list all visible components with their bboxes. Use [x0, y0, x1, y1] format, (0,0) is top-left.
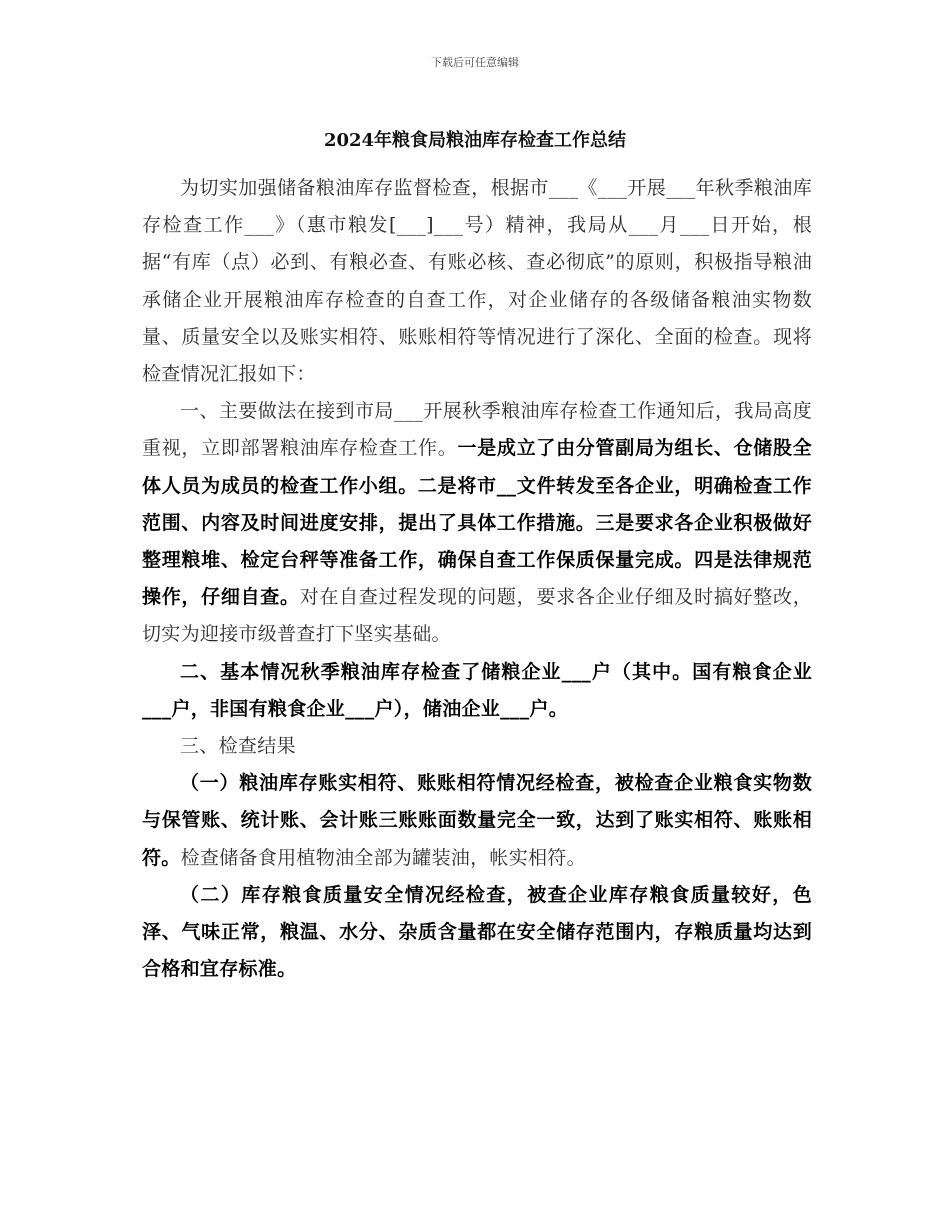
paragraph-text: 检查储备食用植物油全部为罐装油，帐实相符。 [180, 846, 586, 869]
paragraph-intro [142, 170, 812, 393]
paragraph-bold-text: 一是成立了由分管副局为组长、仓储股全体人员为成员的检查工作小组。二是将市__文件转发至各企业，明确检查工作范围、内容及时间进度安排，提出了具体工作措施。三是要求各企业积极做好整理粮堆、检定台秤等准备工作，确保自查工作保质保量完成。四是法律规范操作，仔细自查。 [142, 437, 812, 609]
paragraph-text: 为切实加强储备粮油库存监督检查，根据市___《___开展___年秋季粮油库存检查工作___》（惠市粮发[___]___号）精神，我局从___月___日开始，根据“有库（点）必到、有粮必查、有账必核、查必彻底”的原则，积极指导粮油承储企业开展粮油库存检查的自查工作，对企业储存的各级储备粮油实物数量、质量安全以及账实相符、账账相符等情况进行了深化、全面的检查。现将检查情况汇报如下： [142, 177, 812, 386]
paragraph-bold-text: 二、基本情况秋季粮油库存检查了储粮企业___户（其中。国有粮食企业___户，非国有粮食企业___户），储油企业___户。 [142, 660, 812, 720]
document-title: 2024年粮食局粮油库存检查工作总结 [323, 130, 627, 151]
paragraph-section-2 [142, 654, 812, 728]
paragraph-subsection-1 [142, 765, 812, 877]
paragraph-subsection-2 [142, 877, 812, 989]
page-header: 下载后可任意编辑 [431, 56, 519, 69]
paragraph-bold-text: （一）粮油库存账实相符、账账相符情况经检查，被检查企业粮食实物数与保管账、统计账、会计账三账账面数量完全一致，达到了账实相符、账账相符。 [142, 772, 812, 869]
section-heading: 三、检查结果 [180, 735, 296, 758]
paragraph-section-1 [142, 393, 812, 653]
paragraph-text: 一、主要做法在接到市局___开展秋季粮油库存检查工作通知后，我局高度重视，立即部署粮油库存检查工作。 [142, 400, 812, 460]
document-body [142, 170, 812, 988]
paragraph-section-3-heading [142, 728, 812, 765]
paragraph-bold-text: （二）库存粮食质量安全情况经检查，被查企业库存粮食质量较好，色泽、气味正常，粮温、水分、杂质含量都在安全储存范围内，存粮质量均达到合格和宜存标准。 [142, 883, 812, 981]
paragraph-text: 对在自查过程发现的问题，要求各企业仔细及时搞好整改，切实为迎接市级普查打下坚实基础。 [142, 586, 812, 646]
